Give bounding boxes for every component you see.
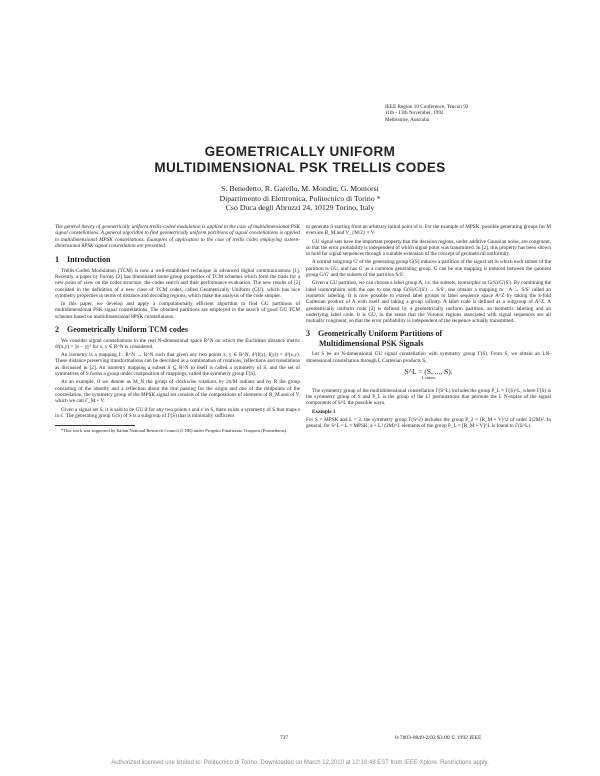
section-2-paragraph: As an example, if we denote as M_N the group of clockwise rotations by 2π/M radians and by R the group consisting of the identity and a reflection about the line passing for the origin and one of the midpoints of the constellation, the symmetry group of the MPSK signal set consists of the compositions of elements of R_M and of V, which we call Γ_M ∘ V. [55, 379, 300, 405]
section-1-paragraph: In this paper, we develop and apply a computationally efficient algorithm to find GU partitions of multidimensional PSK signal constellations. The obtained partitions are employed in the search of good GU TCM schemes based on multidimensional 8PSK constellations. [55, 301, 300, 320]
section-2-paragraph: An isometry is a mapping f : R^N → R^N such that given any two points x, y ∈ R^N, d²(f(x), f(y)) = d²(x,y). These distance preserving transformations can be described as a combination of rotations, reflections and translations as discussed in [2]. An isometry mapping a subset S ⊆ R^N to itself is called a symmetry of S, and the set of symmetries of S forms a group under composition of mappings, called the symmetry group Γ(S). [55, 352, 300, 378]
section-3-title-line-1: Geometrically Uniform Partitions of [318, 329, 443, 339]
conference-name: IEEE Region 10 Conference, Tencon 92 [385, 104, 469, 110]
example-text: For S = MPSK and L = 2, the symmetry group Γ(S^2) includes the group P_2 × (R_M ∘ V)^2 of order 2(2M)². In general, for S^L = L × MPSK, a + L! (2M)^L elements of the group P_L × [R_M ∘ V]^L is found to Γ(S^L). [306, 416, 551, 430]
section-1-title: Introduction [67, 255, 111, 265]
section-1-paragraph: Trellis-Coded Modulation (TCM) is now a well-established technique in advanced digital communications [1]. Recently, a paper by Forney [2] has illuminated some group properties of TCM schemes which form the basis for a new point of view on the codes structure, the codes search and their performance evaluation. The new results of [2] consisted in the definition of a new class of TCM codes, called Geometrically Uniform (GU), which has nice symmetry properties in terms of distance and decoding regions, which make the analysis of the code simpler. [55, 267, 300, 299]
section-1-heading [55, 255, 300, 265]
example-heading: Example 1 [312, 408, 336, 415]
abstract: The general theory of geometrically uniform trellis-coded modulation is applied to the case of multidimensional PSK signal constellations. A general algorithm to find geometrically uniform partitions of signal constellations is applied to multidimensional MPSK constellations. Examples of application to the case of trellis codes employing sixteen-dimensional 8PSK signal constellation are presented. [55, 224, 300, 249]
section-3-heading [306, 329, 551, 348]
author-address: Cso Duca degli Abruzzi 24, 10129 Torino, Italy [225, 203, 375, 213]
paper-title-line-1: GEOMETRICALLY UNIFORM [204, 144, 396, 159]
section-1-number: 1 [55, 255, 59, 265]
section-3-paragraph: Let S be an N-dimensional GU signal constellation with symmetry group Γ(S). From S, we obtain an LN-dimensional constellation through L Cartesian products S, [306, 351, 551, 364]
equation-text: S^L = (S, ..., S). [404, 367, 453, 377]
conference-location: Melbourne, Australia [385, 116, 430, 123]
footnote-divider [55, 425, 135, 426]
equation-cartesian-product [306, 369, 551, 382]
section-3-title-line-2: Multidimensional PSK Signals [319, 338, 424, 348]
section-2-paragraph: Given a signal set S, it is said to be GU if for any two points s and s' in S, there exists a symmetry of S that maps s in s'. The generating group G(S) of S is a subgroup of Γ(S) that is minimally sufficient [55, 406, 300, 419]
paragraph-label-group: Given a GU partition, we can choose a label group A, i.e. the subsets, isomorphic to G(S)/G'(S'). By combining the label isomorphism with the one to one map G(S)/G'(S') → S/S', one obtains a mapping m : A → S/S' called an isometric labeling. It is now possible to extend label groups to label sequence space A^Z by taking the k-fold Cartesian product of A with itself and taking a group infinity. A label code is defined as a subgroup of A^Z. A geometrically uniform code [2] is defined by a geometrically uniform partition, an isometric labeling and an underlying label code. It is GU, in the sense that the Voronoi regions associated with signal sequences are all mutually congruent, so that the error probability is independent of the sequence actually transmitted. [306, 280, 551, 325]
paragraph-normal-subgroup: A normal subgroup G' of the generating group G(S) induces a partition of the signal set in which each subset of the partition is GU, and has G' as a common generating group. G can be one mapping is induced between the quotient group G/G' and the subsets of the partition S/S'. [306, 259, 551, 279]
author-affiliation: Dipartimento di Elettronica, Politecnico di Torino * [219, 193, 381, 203]
right-column [306, 224, 551, 709]
section-2-title: Geometrically Uniform TCM codes [67, 325, 188, 335]
copyright-notice: 0-7803-0849-2/92 $3.00 © 1992 IEEE [395, 735, 482, 741]
footnote: *This work was supported by Italian National Research Council (CNR) under Progetto Finalizzato Trasporti (Prometheus). [61, 428, 288, 434]
equation-underbrace-note: L times [421, 375, 436, 381]
paragraph-gu-signal-sets: GU signal sets have the important property that the decision regions, under additive Gaussian noise, are congruent, so that the error probability is independent of which signal point was transmitted. In [2], this property has been shown to hold for signal sequences through a suitable extension of the concept of geometrical uniformity. [306, 238, 551, 258]
section-2-number: 2 [55, 325, 59, 335]
section-3-paragraph: The symmetry group of the multidimensional constellation Γ(S^L) includes the group P_L × Γ(S)^L, where Γ(S) is the symmetry group of S and P_L is the group of the L! permutations that permute the L N-tuples of the signal components of S^L the possible ways. [306, 387, 551, 407]
download-banner: Authorized licensed use limited to: Politecnico di Torino. Downloaded on March 12,2010 at 12:18:48 EST from IEEE Xplore. Restrictions apply. [111, 760, 489, 766]
section-2-paragraph: We consider signal constellations in the real N-dimensional space R^N on which the Euclidean distance metric d²(x,y) = ||x − y||² for x, y ∈ R^N is considered. [55, 337, 300, 350]
conference-header [385, 104, 565, 123]
paper-title-line-2: MULTIDIMENSIONAL PSK TRELLIS CODES [154, 160, 446, 175]
conference-dates: 11th - 13th November, 1992 [385, 110, 444, 117]
left-column [55, 224, 300, 724]
author-block [0, 184, 600, 213]
page-number: 737 [280, 735, 289, 741]
section-2-heading [55, 325, 300, 335]
author-names: S. Benedetto, R. Garello, M. Mondin, G. Montorsi [221, 184, 379, 193]
continued-paragraph: to generate S starting from an arbitrary initial point of it. For the example of MPSK, possible generating groups for M even are R_M and V_{M/2} × V. [306, 224, 551, 237]
section-3-number: 3 [306, 329, 310, 339]
